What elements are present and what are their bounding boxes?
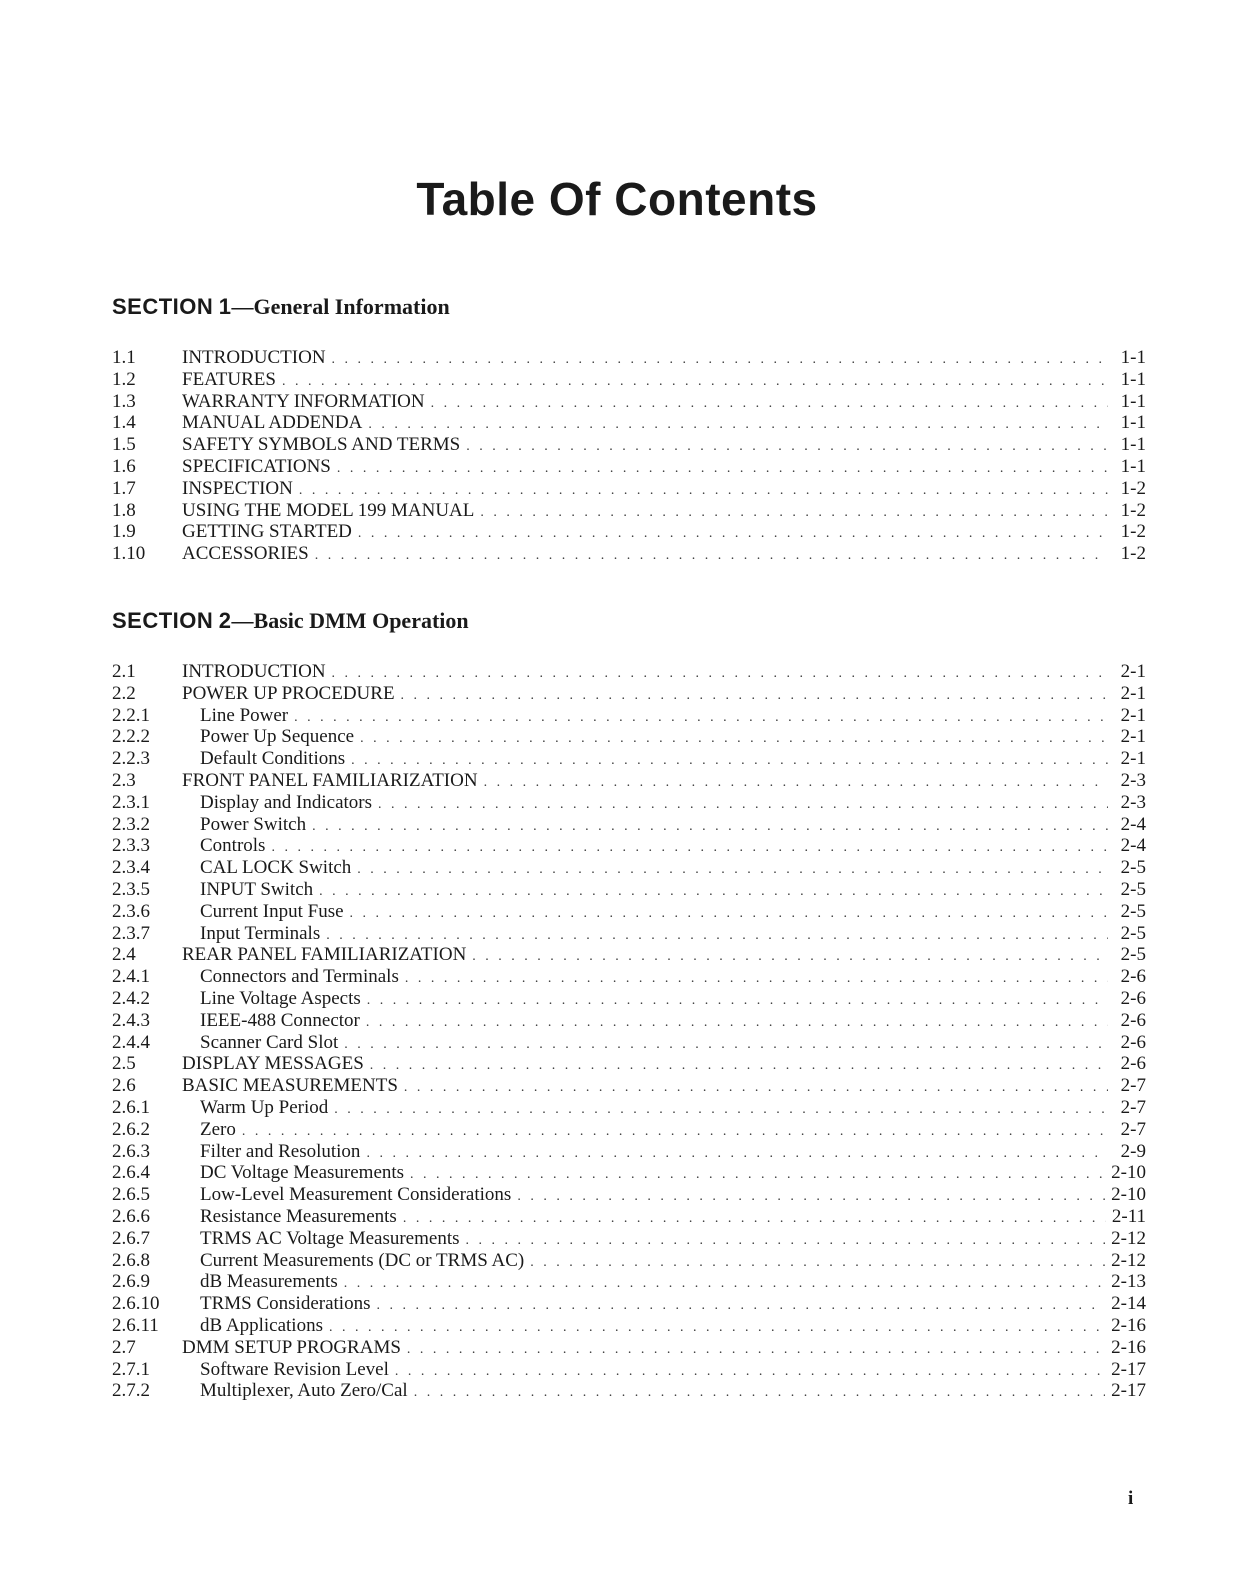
toc-entry-title: Current Measurements (DC or TRMS AC) (200, 1249, 525, 1271)
toc-entry (112, 1097, 1146, 1119)
toc-entry-number: 2.6.11 (112, 1314, 159, 1336)
toc-entry-page: 2-5 (1120, 900, 1146, 922)
toc-entry-title: INTRODUCTION (182, 347, 326, 368)
toc-entry (112, 705, 1146, 727)
dot-leader (319, 884, 1108, 900)
toc-entry-title: INPUT Switch (200, 878, 314, 900)
toc-entry-number: 2.2.2 (112, 726, 150, 748)
toc-entry-title: GETTING STARTED (182, 521, 352, 543)
toc-entry-page: 1-1 (1120, 434, 1146, 456)
toc-entry-title: DMM SETUP PROGRAMS (182, 1336, 401, 1358)
toc-entry-title: Default Conditions (200, 748, 346, 770)
toc-entry (112, 1075, 1146, 1097)
toc-entry-number: 2.6.3 (112, 1140, 150, 1162)
toc-entry-title: ACCESSORIES (182, 543, 309, 565)
toc-entry-page: 2-13 (1111, 1271, 1146, 1293)
dot-leader (407, 1342, 1105, 1358)
toc-entry-title: dB Measurements (200, 1271, 338, 1293)
toc-entry-page: 1-1 (1120, 455, 1146, 477)
toc-entry-number: 2.6 (112, 1075, 136, 1097)
toc-entry-number: 1.5 (112, 434, 136, 456)
toc-entry-number: 2.6.4 (112, 1162, 150, 1184)
toc-entry-title: IEEE-488 Connector (200, 1009, 360, 1031)
toc-entry-title: Multiplexer, Auto Zero/Cal (200, 1380, 408, 1402)
toc-entry-page: 2-7 (1120, 1075, 1146, 1097)
toc-entry (112, 1315, 1146, 1337)
toc-entry (112, 521, 1146, 543)
toc-entry-page: 2-6 (1120, 987, 1146, 1009)
toc-entry-title: Display and Indicators (200, 791, 373, 813)
toc-entry (112, 923, 1146, 945)
toc-entry-title: Software Revision Level (200, 1358, 389, 1380)
toc-entry-number: 2.3 (112, 769, 136, 791)
toc-entry-title: INTRODUCTION (182, 661, 326, 682)
toc-entry (112, 792, 1146, 814)
toc-entry-title: Resistance Measurements (200, 1205, 397, 1227)
toc-entry-title: Current Input Fuse (200, 900, 344, 922)
toc-entry-page: 2-14 (1111, 1293, 1146, 1315)
toc-entry (112, 726, 1146, 748)
toc-entry (112, 1293, 1146, 1315)
toc-entry-number: 2.7.2 (112, 1380, 150, 1402)
toc-entry-number: 2.2.1 (112, 704, 150, 726)
toc-entry-page: 2-1 (1120, 682, 1146, 704)
toc-entry-page: 1-2 (1120, 499, 1146, 521)
toc-entry-title: Power Switch (200, 813, 307, 835)
toc-entry-title: Zero (200, 1118, 236, 1140)
toc-entry (112, 434, 1146, 456)
dot-leader (480, 505, 1108, 521)
toc-entry-number: 2.6.2 (112, 1118, 150, 1140)
dot-leader (357, 862, 1108, 878)
dot-leader (472, 949, 1108, 965)
toc-entry-page: 2-6 (1120, 966, 1146, 988)
toc-entry-title: Low-Level Measurement Considerations (200, 1184, 512, 1206)
toc-entry-page: 2-5 (1120, 922, 1146, 944)
dot-leader (360, 731, 1108, 747)
toc-entry-number: 2.5 (112, 1053, 136, 1075)
toc-entry-page: 2-3 (1120, 791, 1146, 813)
toc-entry-title: POWER UP PROCEDURE (182, 682, 395, 704)
dot-leader (294, 710, 1108, 726)
dot-leader (344, 1037, 1108, 1053)
dot-leader (326, 928, 1108, 944)
toc-entry-number: 2.4.3 (112, 1009, 150, 1031)
toc-entry (112, 1032, 1146, 1054)
toc-entry (112, 879, 1146, 901)
toc-entry-title: DISPLAY MESSAGES (182, 1053, 364, 1075)
dot-leader (404, 1080, 1108, 1096)
toc-entry (112, 683, 1146, 705)
toc-entry (112, 770, 1146, 792)
toc-entry-number: 1.2 (112, 368, 136, 390)
toc-entry (112, 456, 1146, 478)
dot-leader (350, 906, 1108, 922)
toc-entry-number: 2.2.3 (112, 748, 150, 770)
toc-entry-page: 2-10 (1111, 1184, 1146, 1206)
toc-entry-title: Filter and Resolution (200, 1140, 361, 1162)
toc-entry-page: 2-1 (1120, 704, 1146, 726)
dot-leader (337, 461, 1108, 477)
toc-entry-number: 1.3 (112, 390, 136, 412)
toc-entry-page: 2-12 (1111, 1249, 1146, 1271)
toc-entry-number: 2.6.7 (112, 1227, 150, 1249)
dot-leader (351, 753, 1108, 769)
toc-entry-page: 2-6 (1120, 1009, 1146, 1031)
page-title: Table Of Contents (416, 173, 818, 225)
dot-leader (466, 439, 1108, 455)
toc-entry-title: FRONT PANEL FAMILIARIZATION (182, 769, 478, 791)
toc-entry-page: 2-1 (1120, 661, 1146, 682)
toc-entry-title: Line Power (200, 704, 289, 726)
dot-leader (312, 819, 1108, 835)
toc-entry-number: 2.3.4 (112, 857, 150, 879)
toc-entry (112, 1162, 1146, 1184)
toc-entry-number: 2.3.7 (112, 922, 150, 944)
toc-entry-page: 2-5 (1120, 944, 1146, 966)
toc-entry-page: 2-5 (1120, 857, 1146, 879)
toc-entry-page: 2-17 (1111, 1380, 1146, 1402)
toc-entry-page: 2-5 (1120, 878, 1146, 900)
page-number: i (1128, 1488, 1134, 1509)
toc-entry (112, 814, 1146, 836)
toc-entry-page: 1-1 (1120, 347, 1146, 368)
toc-entry (112, 988, 1146, 1010)
toc-entry-number: 2.7 (112, 1336, 136, 1358)
toc-entry-title: Controls (200, 835, 266, 857)
toc-entry (112, 412, 1146, 434)
dot-leader (242, 1124, 1108, 1140)
toc-entry-number: 2.6.5 (112, 1184, 150, 1206)
section-2-number: 2 (218, 608, 232, 633)
toc-entry-page: 2-6 (1120, 1031, 1146, 1053)
toc-entry-page: 1-1 (1120, 412, 1146, 434)
toc-entry-page: 2-4 (1120, 813, 1146, 835)
toc-entry-number: 1.1 (112, 347, 136, 368)
toc-entry-number: 2.4.4 (112, 1031, 150, 1053)
toc-entry-title: WARRANTY INFORMATION (182, 390, 425, 412)
toc-entry-title: Power Up Sequence (200, 726, 355, 748)
dot-leader (334, 1102, 1108, 1118)
toc-entry-page: 1-2 (1120, 543, 1146, 565)
toc-entry (112, 944, 1146, 966)
toc-entry-number: 1.4 (112, 412, 136, 434)
section-1-number: 1 (218, 294, 232, 319)
toc-entry (112, 901, 1146, 923)
toc-entry-number: 2.4.1 (112, 966, 150, 988)
toc-entry-number: 2.1 (112, 661, 136, 682)
toc-entry-number: 2.3.2 (112, 813, 150, 835)
toc-entry (112, 478, 1146, 500)
dot-leader (410, 1167, 1105, 1183)
dot-leader (368, 417, 1108, 433)
section-1-dash: — (231, 294, 254, 319)
dot-leader (530, 1255, 1105, 1271)
dot-leader (466, 1233, 1106, 1249)
toc-entry (112, 369, 1146, 391)
dot-leader (329, 1320, 1105, 1336)
toc-entry-title: Connectors and Terminals (200, 966, 399, 988)
toc-entry (112, 391, 1146, 413)
toc-entry (112, 1141, 1146, 1163)
toc-entry-page: 2-16 (1111, 1336, 1146, 1358)
toc-entry (112, 1271, 1146, 1293)
toc-entry-title: MANUAL ADDENDA (182, 412, 363, 434)
toc-entry-title: USING THE MODEL 199 MANUAL (182, 499, 475, 521)
dot-leader (271, 840, 1108, 856)
toc-entry (112, 1359, 1146, 1381)
toc-entry-title: TRMS Considerations (200, 1293, 371, 1315)
dot-leader (431, 396, 1108, 412)
toc-entry-title: INSPECTION (182, 477, 293, 499)
toc-entry-number: 1.7 (112, 477, 136, 499)
dot-leader (366, 1015, 1108, 1031)
toc-entry-number: 2.3.1 (112, 791, 150, 813)
toc-entry-page: 2-16 (1111, 1314, 1146, 1336)
toc-entry (112, 347, 1146, 369)
toc-entry-page: 1-1 (1120, 390, 1146, 412)
toc-entry-title: dB Applications (200, 1314, 323, 1336)
section-2-toc-list (112, 661, 1146, 1402)
toc-entry-title: SAFETY SYMBOLS AND TERMS (182, 434, 461, 456)
toc-entry (112, 1206, 1146, 1228)
toc-entry-title: Warm Up Period (200, 1096, 329, 1118)
toc-entry-page: 2-4 (1120, 835, 1146, 857)
dot-leader (484, 775, 1108, 791)
section-2-heading (112, 608, 469, 634)
toc-entry-page: 2-7 (1120, 1118, 1146, 1140)
dot-leader (403, 1211, 1106, 1227)
toc-entry-number: 2.6.8 (112, 1249, 150, 1271)
toc-entry (112, 1337, 1146, 1359)
dot-leader (344, 1276, 1105, 1292)
toc-entry-page: 2-11 (1111, 1205, 1146, 1227)
toc-entry-title: FEATURES (182, 368, 276, 390)
section-1-toc-list (112, 347, 1146, 565)
toc-entry-number: 2.4 (112, 944, 136, 966)
toc-entry (112, 835, 1146, 857)
toc-entry (112, 1053, 1146, 1075)
toc-entry-title: CAL LOCK Switch (200, 857, 352, 879)
toc-entry (112, 661, 1146, 683)
toc-entry (112, 1228, 1146, 1250)
dot-leader (358, 526, 1108, 542)
toc-entry-number: 1.6 (112, 455, 136, 477)
toc-entry-page: 2-6 (1120, 1053, 1146, 1075)
dot-leader (367, 993, 1108, 1009)
toc-entry-title: Line Voltage Aspects (200, 987, 361, 1009)
toc-entry-page: 1-2 (1120, 521, 1146, 543)
toc-entry (112, 1184, 1146, 1206)
toc-entry-number: 2.6.6 (112, 1205, 150, 1227)
dot-leader (315, 548, 1108, 564)
toc-entry-number: 2.3.5 (112, 878, 150, 900)
toc-entry-number: 2.6.1 (112, 1096, 150, 1118)
toc-entry-page: 2-1 (1120, 748, 1146, 770)
dot-leader (299, 483, 1108, 499)
toc-entry-number: 2.6.10 (112, 1293, 160, 1315)
toc-entry-page: 2-3 (1120, 769, 1146, 791)
toc-entry-page: 2-17 (1111, 1358, 1146, 1380)
toc-entry-number: 2.3.3 (112, 835, 150, 857)
dot-leader (376, 1298, 1105, 1314)
toc-entry-number: 2.6.9 (112, 1271, 150, 1293)
toc-entry-page: 2-9 (1120, 1140, 1146, 1162)
toc-entry (112, 500, 1146, 522)
toc-entry (112, 748, 1146, 770)
toc-entry-number: 2.2 (112, 682, 136, 704)
toc-entry-page: 2-12 (1111, 1227, 1146, 1249)
dot-leader (332, 352, 1108, 368)
toc-entry (112, 1250, 1146, 1272)
toc-entry-number: 2.3.6 (112, 900, 150, 922)
dot-leader (401, 688, 1108, 704)
toc-entry-page: 1-2 (1120, 477, 1146, 499)
toc-entry-page: 1-1 (1120, 368, 1146, 390)
toc-entry-title: REAR PANEL FAMILIARIZATION (182, 944, 467, 966)
section-1-heading (112, 294, 450, 320)
toc-entry-number: 1.10 (112, 543, 146, 565)
dot-leader (405, 971, 1108, 987)
toc-entry (112, 857, 1146, 879)
toc-entry (112, 1119, 1146, 1141)
toc-entry-title: DC Voltage Measurements (200, 1162, 405, 1184)
section-2-name: Basic DMM Operation (253, 608, 469, 633)
toc-entry-page: 2-10 (1111, 1162, 1146, 1184)
dot-leader (517, 1189, 1105, 1205)
toc-entry-title: TRMS AC Voltage Measurements (200, 1227, 460, 1249)
dot-leader (370, 1058, 1108, 1074)
toc-entry-page: 2-7 (1120, 1096, 1146, 1118)
toc-entry-title: Scanner Card Slot (200, 1031, 339, 1053)
section-1-label: SECTION (112, 294, 214, 319)
dot-leader (366, 1146, 1108, 1162)
toc-entry-page: 2-1 (1120, 726, 1146, 748)
toc-entry-title: SPECIFICATIONS (182, 455, 331, 477)
toc-entry-title: BASIC MEASUREMENTS (182, 1075, 398, 1097)
toc-entry (112, 1010, 1146, 1032)
section-2-dash: — (231, 608, 254, 633)
dot-leader (414, 1385, 1105, 1401)
dot-leader (282, 374, 1108, 390)
toc-entry (112, 966, 1146, 988)
toc-entry-number: 2.7.1 (112, 1358, 150, 1380)
dot-leader (395, 1364, 1105, 1380)
toc-entry (112, 1380, 1146, 1402)
toc-entry-number: 1.8 (112, 499, 136, 521)
dot-leader (332, 666, 1108, 682)
toc-entry-number: 2.4.2 (112, 987, 150, 1009)
section-1-name: General Information (253, 294, 450, 319)
toc-entry-number: 1.9 (112, 521, 136, 543)
dot-leader (378, 797, 1108, 813)
toc-entry (112, 543, 1146, 565)
toc-entry-title: Input Terminals (200, 922, 321, 944)
section-2-label: SECTION (112, 608, 214, 633)
